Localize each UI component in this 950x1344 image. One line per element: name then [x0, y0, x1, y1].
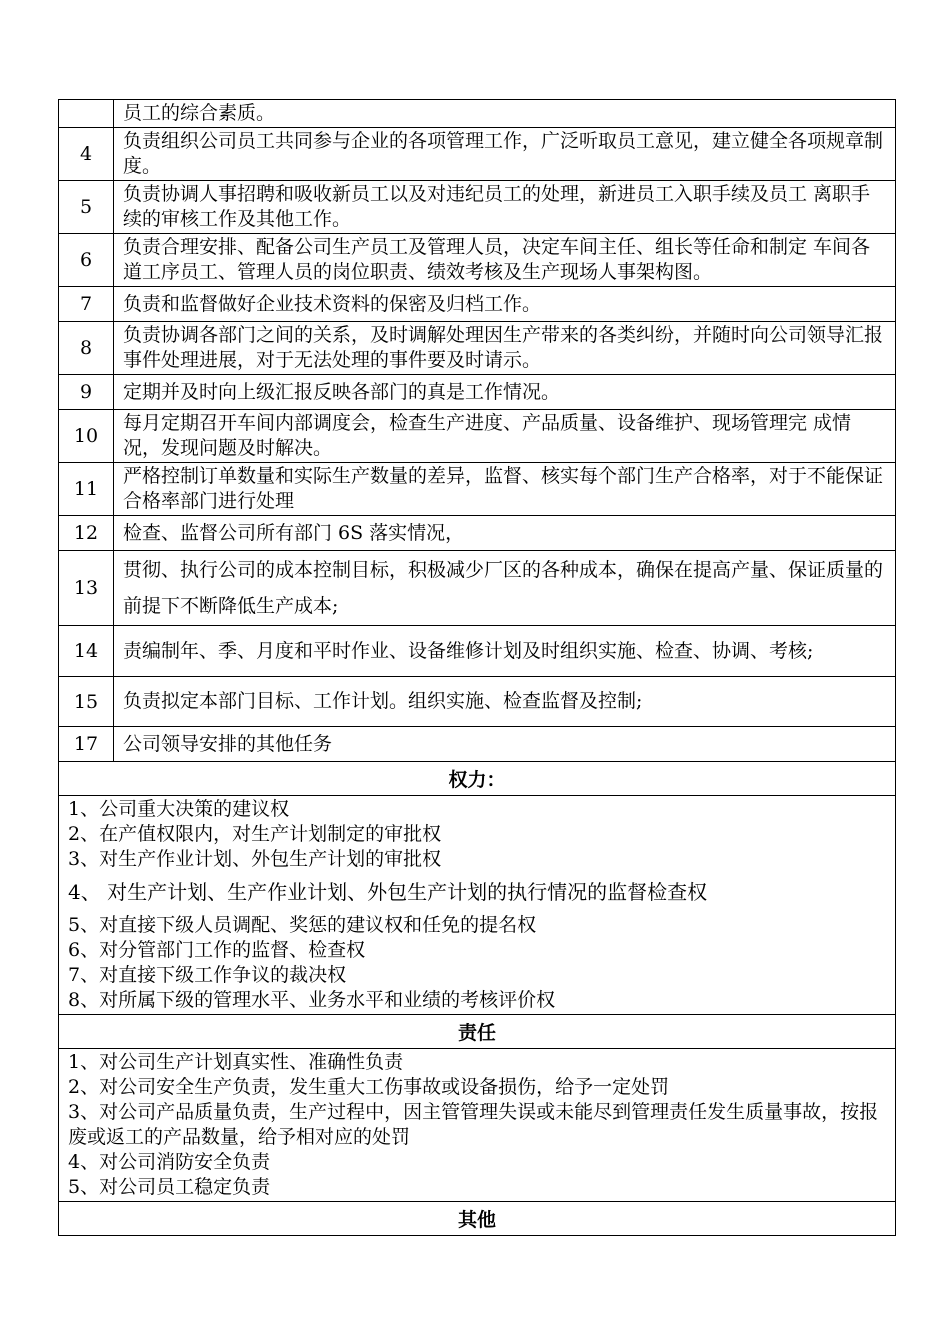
duty-text: 负责协调各部门之间的关系，及时调解处理因生产带来的各类纠纷，并随时向公司领导汇报事件处理进展，对于无法处理的事件要及时请示。 [114, 322, 896, 375]
duty-number: 4 [59, 128, 114, 181]
duty-row [59, 287, 896, 322]
powers-header: 权力： [59, 762, 896, 796]
duty-number [59, 100, 114, 128]
power-item: 1、公司重大决策的建议权 [68, 798, 290, 820]
duty-text: 贯彻、执行公司的成本控制目标，积极减少厂区的各种成本，确保在提高产量、保证质量的前提下不断降低生产成本; [114, 551, 896, 626]
duty-text: 负责拟定本部门目标、工作计划。组织实施、检查监督及控制; [114, 677, 896, 727]
duty-row [59, 375, 896, 410]
duty-row [59, 410, 896, 463]
duty-row [59, 727, 896, 762]
power-item: 3、对生产作业计划、外包生产计划的审批权 [68, 848, 442, 870]
duty-row [59, 516, 896, 551]
power-item: 5、对直接下级人员调配、奖惩的建议权和任免的提名权 [68, 914, 537, 936]
duty-text: 公司领导安排的其他任务 [114, 727, 896, 762]
power-item: 4、 对生产计划、生产作业计划、外包生产计划的执行情况的监督检查权 [68, 880, 708, 904]
duty-text: 员工的综合素质。 [114, 100, 896, 128]
responsibilities-header-row [59, 1015, 896, 1049]
duty-row [59, 322, 896, 375]
other-header-row [59, 1202, 896, 1236]
powers-list [59, 796, 896, 1015]
duty-text: 严格控制订单数量和实际生产数量的差异，监督、核实每个部门生产合格率，对于不能保证合格率部门进行处理 [114, 463, 896, 516]
other-header: 其他 [59, 1202, 896, 1236]
duty-row [59, 234, 896, 287]
power-item: 6、对分管部门工作的监督、检查权 [68, 939, 366, 961]
duty-row [59, 100, 896, 128]
duty-number: 17 [59, 727, 114, 762]
responsibilities-header: 责任 [59, 1015, 896, 1049]
powers-row [59, 796, 896, 1015]
power-item: 2、在产值权限内，对生产计划制定的审批权 [68, 823, 442, 845]
duty-number: 10 [59, 410, 114, 463]
duty-number: 7 [59, 287, 114, 322]
duty-text: 定期并及时向上级汇报反映各部门的真是工作情况。 [114, 375, 896, 410]
duty-row [59, 626, 896, 677]
duty-text: 责编制年、季、月度和平时作业、设备维修计划及时组织实施、检查、协调、考核; [114, 626, 896, 677]
duty-text: 负责和监督做好企业技术资料的保密及归档工作。 [114, 287, 896, 322]
duty-number: 12 [59, 516, 114, 551]
duty-number: 8 [59, 322, 114, 375]
responsibility-item: 1、对公司生产计划真实性、准确性负责 [68, 1051, 404, 1073]
duty-text: 每月定期召开车间内部调度会，检查生产进度、产品质量、设备维护、现场管理完 成情况，发现问题及时解决。 [114, 410, 896, 463]
responsibilities-row [59, 1049, 896, 1202]
responsibility-item: 4、对公司消防安全负责 [68, 1151, 271, 1173]
duty-number: 6 [59, 234, 114, 287]
duty-number: 14 [59, 626, 114, 677]
powers-header-row [59, 762, 896, 796]
responsibilities-list [59, 1049, 896, 1202]
duty-number: 15 [59, 677, 114, 727]
duties-table [58, 99, 896, 1236]
duty-number: 9 [59, 375, 114, 410]
duty-number: 13 [59, 551, 114, 626]
duty-number: 11 [59, 463, 114, 516]
power-item: 7、对直接下级工作争议的裁决权 [68, 964, 347, 986]
responsibility-item: 2、对公司安全生产负责，发生重大工伤事故或设备损伤，给予一定处罚 [68, 1076, 670, 1098]
duty-text: 负责协调人事招聘和吸收新员工以及对违纪员工的处理，新进员工入职手续及员工 离职手续的审核工作及其他工作。 [114, 181, 896, 234]
responsibility-item: 3、对公司产品质量负责，生产过程中，因主管管理失误或未能尽到管理责任发生质量事故，按报废或返工的产品数量，给予相对应的处罚 [68, 1101, 879, 1148]
duty-row [59, 128, 896, 181]
duty-row [59, 463, 896, 516]
duty-number: 5 [59, 181, 114, 234]
duty-text: 负责组织公司员工共同参与企业的各项管理工作，广泛听取员工意见，建立健全各项规章制度。 [114, 128, 896, 181]
duty-row [59, 677, 896, 727]
duty-text: 负责合理安排、配备公司生产员工及管理人员，决定车间主任、组长等任命和制定 车间各道工序员工、管理人员的岗位职责、绩效考核及生产现场人事架构图。 [114, 234, 896, 287]
duty-row [59, 181, 896, 234]
duty-text: 检查、监督公司所有部门 6S 落实情况， [114, 516, 896, 551]
responsibility-item: 5、对公司员工稳定负责 [68, 1176, 271, 1198]
duty-row [59, 551, 896, 626]
power-item: 8、对所属下级的管理水平、业务水平和业绩的考核评价权 [68, 989, 556, 1011]
